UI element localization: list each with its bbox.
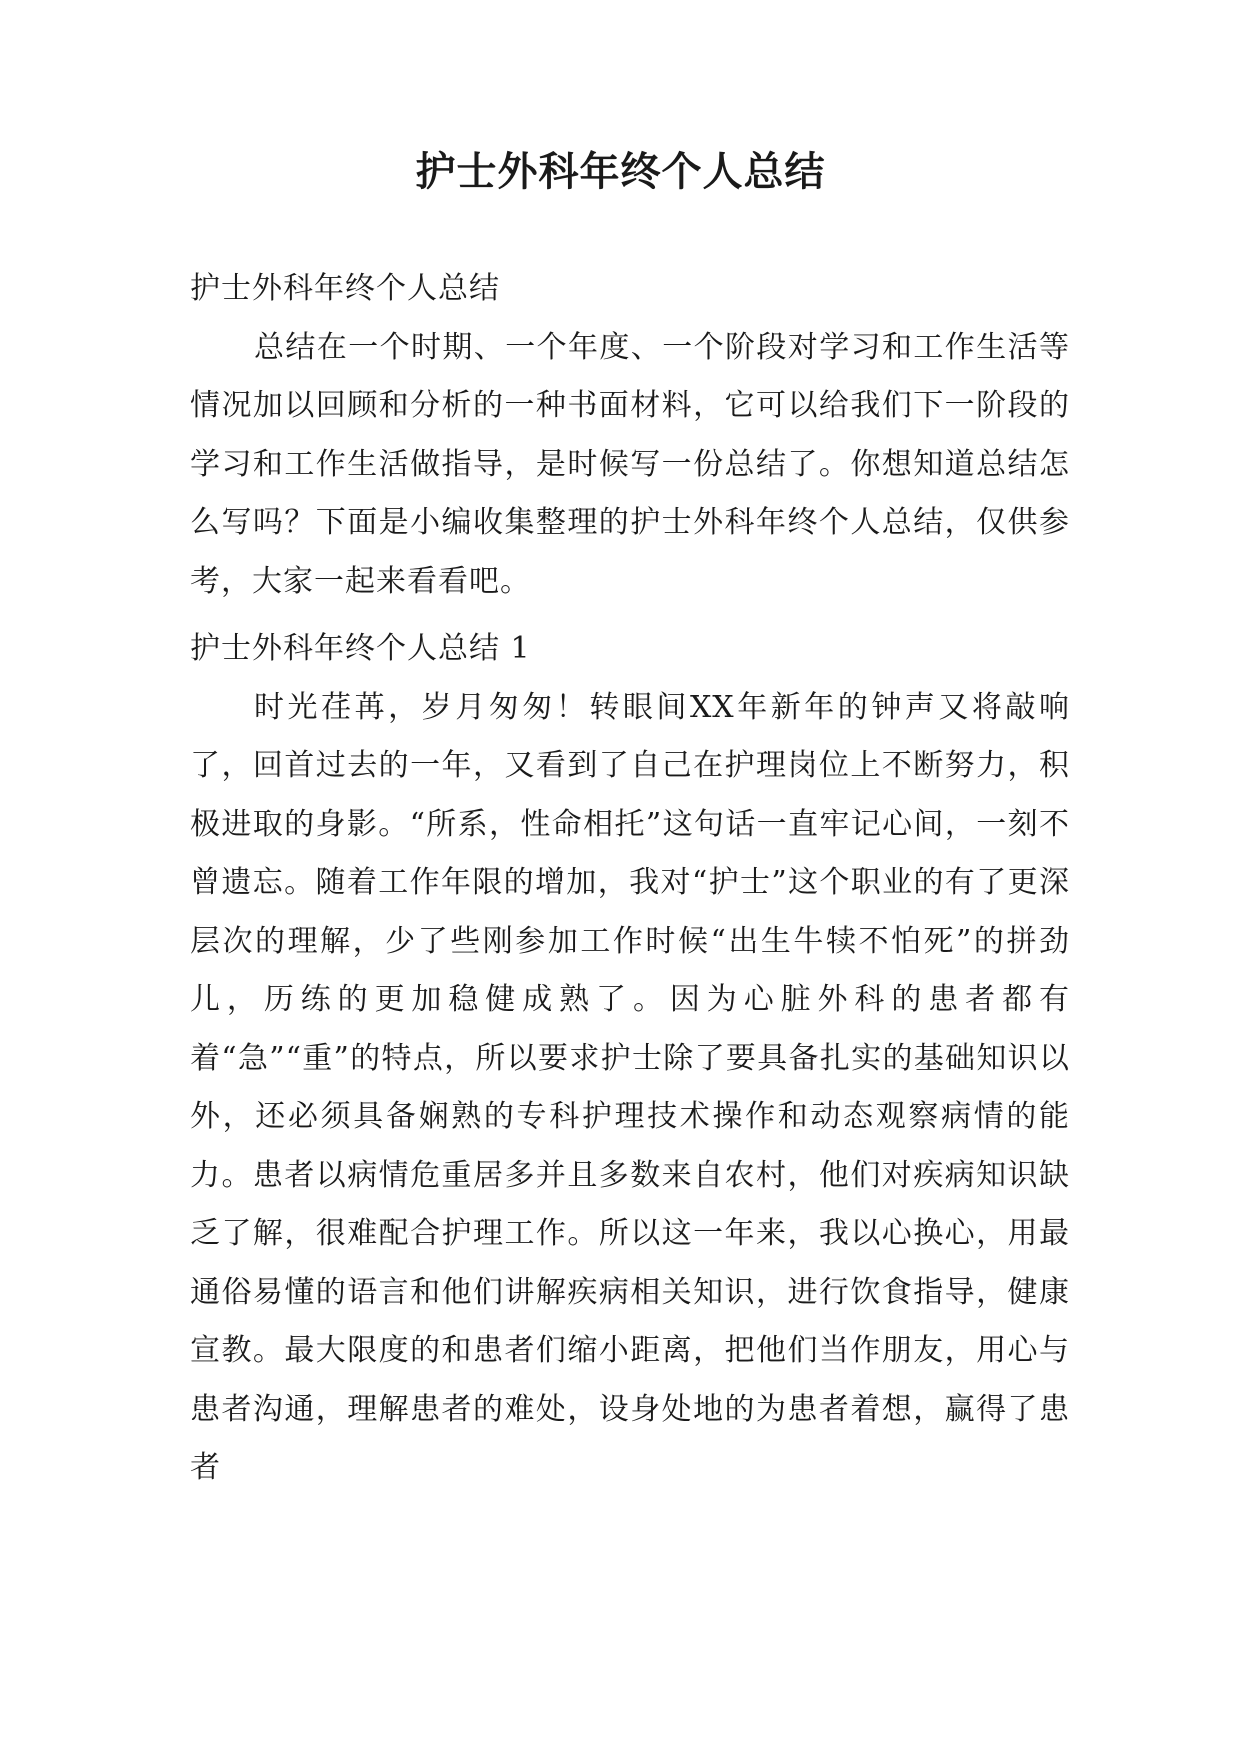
intro-paragraph: 总结在一个时期、一个年度、一个阶段对学习和工作生活等情况加以回顾和分析的一种书面材料，它可以给我们下一阶段的学习和工作生活做指导，是时候写一份总结了。你想知道总结怎么写吗？下面是小编收集整理的护士外科年终个人总结，仅供参考，大家一起来看看吧。	[190, 329, 1070, 599]
document-title: 护士外科年终个人总结	[415, 149, 826, 195]
intro-section	[190, 260, 1070, 611]
section-1	[190, 620, 1070, 1498]
intro-heading: 护士外科年终个人总结	[190, 271, 500, 306]
section-1-heading: 护士外科年终个人总结 1	[190, 631, 531, 666]
section-1-paragraph: 时光荏苒，岁月匆匆！转眼间XX年新年的钟声又将敲响了，回首过去的一年，又看到了自己在护理岗位上不断努力，积极进取的身影。“所系，性命相托”这句话一直牢记心间，一刻不曾遗忘。随着工作年限的增加，我对“护士”这个职业的有了更深层次的理解，少了些刚参加工作时候“出生牛犊不怕死”的拼劲儿，历练的更加稳健成熟了。因为心脏外科的患者都有着“急”“重”的特点，所以要求护士除了要具备扎实的基础知识以外，还必须具备娴熟的专科护理技术操作和动态观察病情的能力。患者以病情危重居多并且多数来自农村，他们对疾病知识缺乏了解，很难配合护理工作。所以这一年来，我以心换心，用最通俗易懂的语言和他们讲解疾病相关知识，进行饮食指导，健康宣教。最大限度的和患者们缩小距离，把他们当作朋友，用心与患者沟通，理解患者的难处，设身处地的为患者着想，赢得了患者	[190, 689, 1070, 1485]
